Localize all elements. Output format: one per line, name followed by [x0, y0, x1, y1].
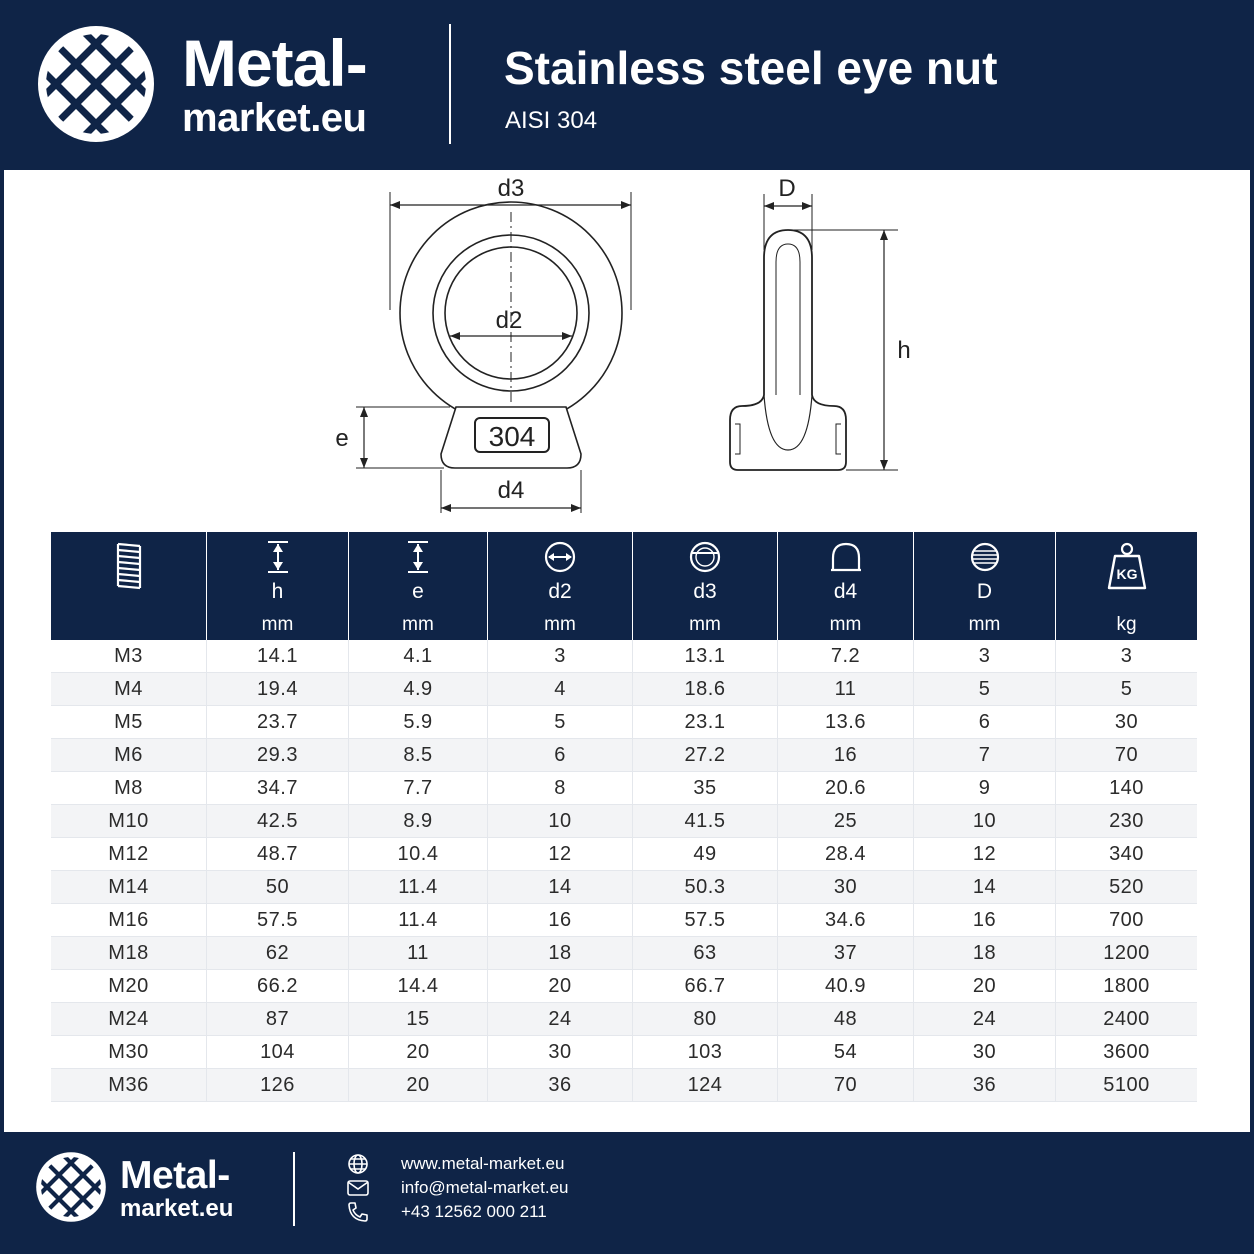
phone-link[interactable]: +43 12562 000 211 [401, 1202, 547, 1221]
footer [0, 1132, 1254, 1254]
table-row [51, 739, 1197, 772]
value-cell-d4: 48 [777, 1003, 913, 1035]
size-cell: M18 [108, 942, 149, 964]
header-label-d3: d3 [693, 580, 717, 603]
value-cell-h: 57.5 [206, 904, 348, 936]
value-cell-d2: 24 [487, 1003, 632, 1035]
value-cell-kg: 5 [1055, 673, 1197, 705]
value-cell-d3: 66.7 [632, 970, 777, 1002]
brand-name [182, 26, 367, 140]
size-cell: M36 [108, 1074, 149, 1096]
dim-d4-label: d4 [497, 477, 525, 504]
inner-diameter-icon [543, 540, 577, 574]
value-cell-d3: 124 [632, 1069, 777, 1101]
value-cell-d3: 49 [632, 838, 777, 870]
footer-brand [120, 1154, 234, 1223]
phone-icon [346, 1201, 370, 1223]
value-cell-D: 5 [913, 673, 1055, 705]
stamp-label: 304 [488, 421, 536, 452]
header-label-d2: d2 [548, 580, 572, 603]
value-cell-d2: 14 [487, 871, 632, 903]
value-cell-d2: 10 [487, 805, 632, 837]
value-cell-kg: 230 [1055, 805, 1197, 837]
value-cell-d2: 36 [487, 1069, 632, 1101]
value-cell-D: 3 [913, 640, 1055, 672]
value-cell-d3: 27.2 [632, 739, 777, 771]
contact-phone[interactable] [346, 1200, 569, 1224]
value-cell-d2: 5 [487, 706, 632, 738]
header [0, 0, 1254, 168]
value-cell-h: 87 [206, 1003, 348, 1035]
table-row [51, 1003, 1197, 1036]
value-cell-e: 4.9 [348, 673, 487, 705]
outer-diameter-icon [688, 540, 722, 574]
header-cell-d3 [632, 532, 777, 610]
value-cell-e: 11.4 [348, 904, 487, 936]
dim-d2-label: d2 [495, 307, 523, 334]
value-cell-D: 20 [913, 970, 1055, 1002]
table-row [51, 673, 1197, 706]
website-link[interactable]: www.metal-market.eu [401, 1154, 565, 1173]
svg-text:KG: KG [1116, 566, 1137, 582]
value-cell-e: 14.4 [348, 970, 487, 1002]
value-cell-h: 62 [206, 937, 348, 969]
email-link[interactable]: info@metal-market.eu [401, 1178, 569, 1197]
size-cell: M30 [108, 1041, 149, 1063]
logo-icon [35, 1151, 107, 1223]
value-cell-D: 10 [913, 805, 1055, 837]
contact-email[interactable] [346, 1176, 569, 1200]
size-cell: M14 [108, 876, 149, 898]
value-cell-D: 18 [913, 937, 1055, 969]
value-cell-d3: 63 [632, 937, 777, 969]
value-cell-e: 4.1 [348, 640, 487, 672]
value-cell-h: 66.2 [206, 970, 348, 1002]
value-cell-kg: 700 [1055, 904, 1197, 936]
table-row [51, 1069, 1197, 1102]
value-cell-d3: 41.5 [632, 805, 777, 837]
value-cell-h: 19.4 [206, 673, 348, 705]
header-cell-weight [1055, 532, 1197, 610]
table-row [51, 1036, 1197, 1069]
value-cell-d4: 16 [777, 739, 913, 771]
unit-cell: mm [777, 610, 913, 640]
value-cell-e: 11 [348, 937, 487, 969]
product-title: Stainless steel eye nut [504, 42, 998, 94]
table-row [51, 970, 1197, 1003]
value-cell-d4: 37 [777, 937, 913, 969]
value-cell-d3: 50.3 [632, 871, 777, 903]
value-cell-e: 8.9 [348, 805, 487, 837]
header-cell-e [348, 532, 487, 610]
mail-icon [346, 1177, 370, 1199]
value-cell-h: 104 [206, 1036, 348, 1068]
size-cell: M5 [114, 711, 143, 733]
value-cell-d2: 16 [487, 904, 632, 936]
size-cell: M8 [114, 777, 143, 799]
value-cell-d3: 35 [632, 772, 777, 804]
value-cell-d2: 20 [487, 970, 632, 1002]
value-cell-h: 29.3 [206, 739, 348, 771]
value-cell-d3: 23.1 [632, 706, 777, 738]
contact-list [346, 1152, 569, 1224]
value-cell-kg: 520 [1055, 871, 1197, 903]
value-cell-h: 23.7 [206, 706, 348, 738]
value-cell-h: 34.7 [206, 772, 348, 804]
value-cell-kg: 1800 [1055, 970, 1197, 1002]
size-cell: M3 [114, 645, 143, 667]
value-cell-d3: 18.6 [632, 673, 777, 705]
footer-divider [293, 1152, 295, 1226]
dim-D-label: D [778, 175, 796, 202]
value-cell-D: 9 [913, 772, 1055, 804]
thread-icon [114, 540, 144, 592]
weight-icon [1107, 542, 1147, 592]
header-cell-h [206, 532, 348, 610]
section-icon [968, 540, 1002, 574]
value-cell-kg: 30 [1055, 706, 1197, 738]
value-cell-d4: 30 [777, 871, 913, 903]
logo-icon [36, 24, 156, 144]
main-panel [4, 170, 1250, 1132]
header-cell-d4 [777, 532, 913, 610]
height-arrow-icon [266, 540, 290, 574]
unit-cell: mm [913, 610, 1055, 640]
table-row [51, 871, 1197, 904]
value-cell-D: 30 [913, 1036, 1055, 1068]
value-cell-D: 24 [913, 1003, 1055, 1035]
header-label-h: h [271, 580, 284, 603]
brand-line2: market.eu [182, 96, 367, 140]
value-cell-d4: 7.2 [777, 640, 913, 672]
value-cell-e: 20 [348, 1036, 487, 1068]
size-cell: M4 [114, 678, 143, 700]
value-cell-d3: 13.1 [632, 640, 777, 672]
base-width-icon [829, 540, 863, 574]
product-subtitle: AISI 304 [505, 107, 598, 134]
value-cell-h: 42.5 [206, 805, 348, 837]
size-cell: M10 [108, 810, 149, 832]
value-cell-e: 8.5 [348, 739, 487, 771]
size-cell: M20 [108, 975, 149, 997]
value-cell-e: 20 [348, 1069, 487, 1101]
value-cell-d2: 3 [487, 640, 632, 672]
value-cell-kg: 2400 [1055, 1003, 1197, 1035]
value-cell-d2: 30 [487, 1036, 632, 1068]
table-header [51, 532, 1197, 610]
value-cell-d4: 25 [777, 805, 913, 837]
table-row [51, 937, 1197, 970]
dimension-table [51, 532, 1197, 1102]
header-label-D: D [976, 580, 993, 603]
value-cell-e: 5.9 [348, 706, 487, 738]
size-cell: M24 [108, 1008, 149, 1030]
value-cell-kg: 340 [1055, 838, 1197, 870]
value-cell-d2: 8 [487, 772, 632, 804]
header-label-e: e [412, 580, 424, 603]
unit-cell [51, 610, 206, 640]
contact-website[interactable] [346, 1152, 569, 1176]
value-cell-h: 50 [206, 871, 348, 903]
header-cell-D [913, 532, 1055, 610]
value-cell-kg: 140 [1055, 772, 1197, 804]
height-arrow-icon [406, 540, 430, 574]
value-cell-kg: 3600 [1055, 1036, 1197, 1068]
unit-cell: mm [487, 610, 632, 640]
value-cell-kg: 70 [1055, 739, 1197, 771]
globe-icon [346, 1153, 370, 1175]
header-cell-size [51, 532, 206, 610]
value-cell-kg: 1200 [1055, 937, 1197, 969]
value-cell-D: 7 [913, 739, 1055, 771]
value-cell-d2: 18 [487, 937, 632, 969]
size-cell: M16 [108, 909, 149, 931]
value-cell-d4: 34.6 [777, 904, 913, 936]
value-cell-e: 7.7 [348, 772, 487, 804]
table-row [51, 772, 1197, 805]
unit-cell: mm [206, 610, 348, 640]
value-cell-e: 15 [348, 1003, 487, 1035]
table-row [51, 706, 1197, 739]
dim-h-label: h [897, 337, 911, 364]
value-cell-D: 36 [913, 1069, 1055, 1101]
value-cell-h: 126 [206, 1069, 348, 1101]
table-row [51, 838, 1197, 871]
table-body [51, 640, 1197, 1102]
size-cell: M6 [114, 744, 143, 766]
table-units-row [51, 610, 1197, 640]
value-cell-D: 12 [913, 838, 1055, 870]
value-cell-D: 16 [913, 904, 1055, 936]
technical-drawing [4, 170, 1250, 530]
value-cell-d2: 6 [487, 739, 632, 771]
size-cell: M12 [108, 843, 149, 865]
value-cell-e: 10.4 [348, 838, 487, 870]
value-cell-d2: 4 [487, 673, 632, 705]
footer-brand-line2: market.eu [120, 1195, 234, 1222]
value-cell-d3: 103 [632, 1036, 777, 1068]
value-cell-kg: 5100 [1055, 1069, 1197, 1101]
value-cell-d4: 20.6 [777, 772, 913, 804]
value-cell-d4: 13.6 [777, 706, 913, 738]
value-cell-d2: 12 [487, 838, 632, 870]
value-cell-D: 6 [913, 706, 1055, 738]
value-cell-D: 14 [913, 871, 1055, 903]
table-row [51, 640, 1197, 673]
value-cell-h: 14.1 [206, 640, 348, 672]
value-cell-d4: 40.9 [777, 970, 913, 1002]
brand-line1: Metal- [182, 26, 367, 100]
header-divider [449, 24, 451, 144]
footer-brand-line1: Metal- [120, 1154, 230, 1197]
value-cell-d4: 54 [777, 1036, 913, 1068]
dim-e-label: e [335, 425, 349, 452]
dim-d3-label: d3 [497, 175, 525, 202]
unit-cell: mm [632, 610, 777, 640]
value-cell-d3: 57.5 [632, 904, 777, 936]
value-cell-d4: 70 [777, 1069, 913, 1101]
table-row [51, 805, 1197, 838]
value-cell-d3: 80 [632, 1003, 777, 1035]
table-row [51, 904, 1197, 937]
unit-cell: kg [1055, 610, 1197, 640]
unit-cell: mm [348, 610, 487, 640]
header-label-d4: d4 [833, 580, 858, 603]
value-cell-kg: 3 [1055, 640, 1197, 672]
value-cell-e: 11.4 [348, 871, 487, 903]
value-cell-d4: 28.4 [777, 838, 913, 870]
value-cell-d4: 11 [777, 673, 913, 705]
value-cell-h: 48.7 [206, 838, 348, 870]
header-cell-d2 [487, 532, 632, 610]
